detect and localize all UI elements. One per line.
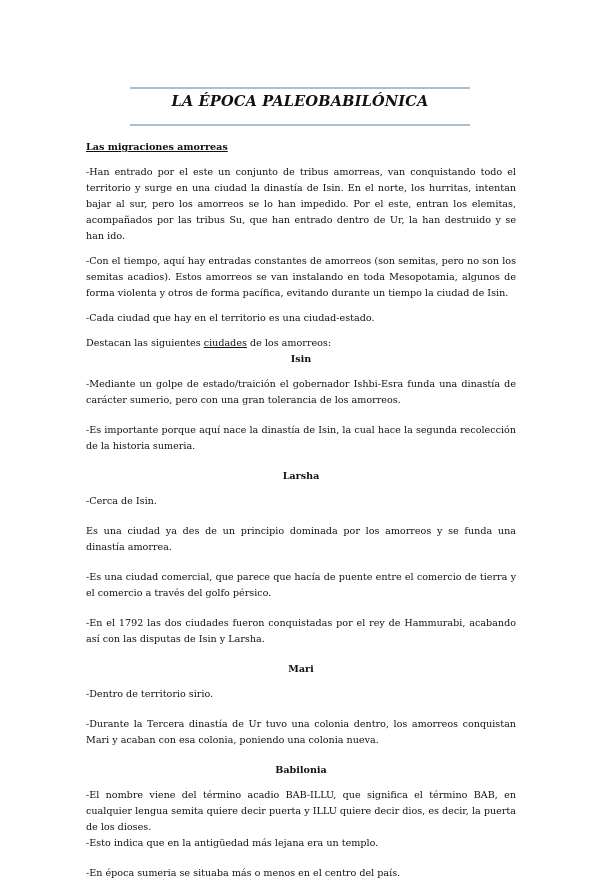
city-paragraph: -Durante la Tercera dinastía de Ur tuvo una colonia dentro, los amorreos conquistan Mari y acaban con esa colonia, poniendo una colonia nueva. — [86, 719, 516, 746]
city-paragraph: -El nombre viene del término acadio BAB-ILLU, que significa el término BAB, en cualquier lengua semita quiere decir puerta y ILLU quiere decir dios, es decir, la puerta de los dioses. — [86, 790, 516, 833]
title-rule-top — [130, 87, 470, 89]
city-heading-isin: Isin — [290, 354, 312, 365]
city-paragraph: -En época sumeria se situaba más o menos en el centro del país. — [86, 868, 401, 879]
city-heading-mari: Mari — [288, 664, 314, 675]
city-paragraph: -Es una ciudad comercial, que parece que hacía de puente entre el comercio de tierra y el comercio a través del golfo pérsico. — [86, 572, 516, 599]
city-paragraph: -En el 1792 las dos ciudades fueron conquistadas por el rey de Hammurabi, acabando así con las disputas de Isin y Larsha. — [86, 618, 516, 645]
city-paragraph: -Dentro de territorio sirio. — [86, 689, 214, 700]
cities-intro — [86, 336, 516, 352]
cities-intro-after: de los amorreos: — [246, 338, 332, 349]
section-heading: Las migraciones amorreas — [86, 142, 228, 153]
cities-intro-underlined: ciudades — [203, 338, 247, 349]
city-paragraph: -Mediante un golpe de estado/traición el gobernador Ishbi-Esra funda una dinastía de carácter sumerio, pero con una gran tolerancia de los amorreos. — [86, 379, 516, 406]
intro-paragraph: -Han entrado por el este un conjunto de tribus amorreas, van conquistando todo el territorio y surge en una ciudad la dinastía de Isin. En el norte, los hurritas, intentan bajar al sur, pero los amorreos se lo han impedido. Por el este, entran los elemitas, acompañados por las tribus Su, que han entrado dentro de Ur, la han destruido y se han ido. — [86, 167, 516, 242]
city-paragraph: -Cerca de Isin. — [86, 496, 157, 507]
city-heading-babilonia: Babilonia — [275, 765, 327, 776]
title-rule-bottom — [130, 124, 470, 126]
intro-paragraph: -Cada ciudad que hay en el territorio es una ciudad-estado. — [86, 313, 375, 324]
city-heading-larsha: Larsha — [282, 471, 320, 482]
city-paragraph: Es una ciudad ya des de un principio dominada por los amorreos y se funda una dinastía amorrea. — [86, 526, 516, 553]
city-paragraph: -Esto indica que en la antigüedad más lejana era un templo. — [86, 838, 379, 849]
cities-intro-before: Destacan las siguientes — [86, 338, 204, 349]
city-paragraph: -Es importante porque aquí nace la dinastía de Isin, la cual hace la segunda recolección de la historia sumeria. — [86, 425, 516, 452]
page-title: LA ÉPOCA PALEOBABILÓNICA — [171, 93, 429, 110]
document-body — [86, 140, 516, 891]
intro-paragraph: -Con el tiempo, aquí hay entradas constantes de amorreos (son semitas, pero no son los semitas acadios). Estos amorreos se van instalando en toda Mesopotamia, algunos de forma violenta y otros de forma pacífica, evitando durante un tiempo la ciudad de Isin. — [86, 256, 516, 299]
